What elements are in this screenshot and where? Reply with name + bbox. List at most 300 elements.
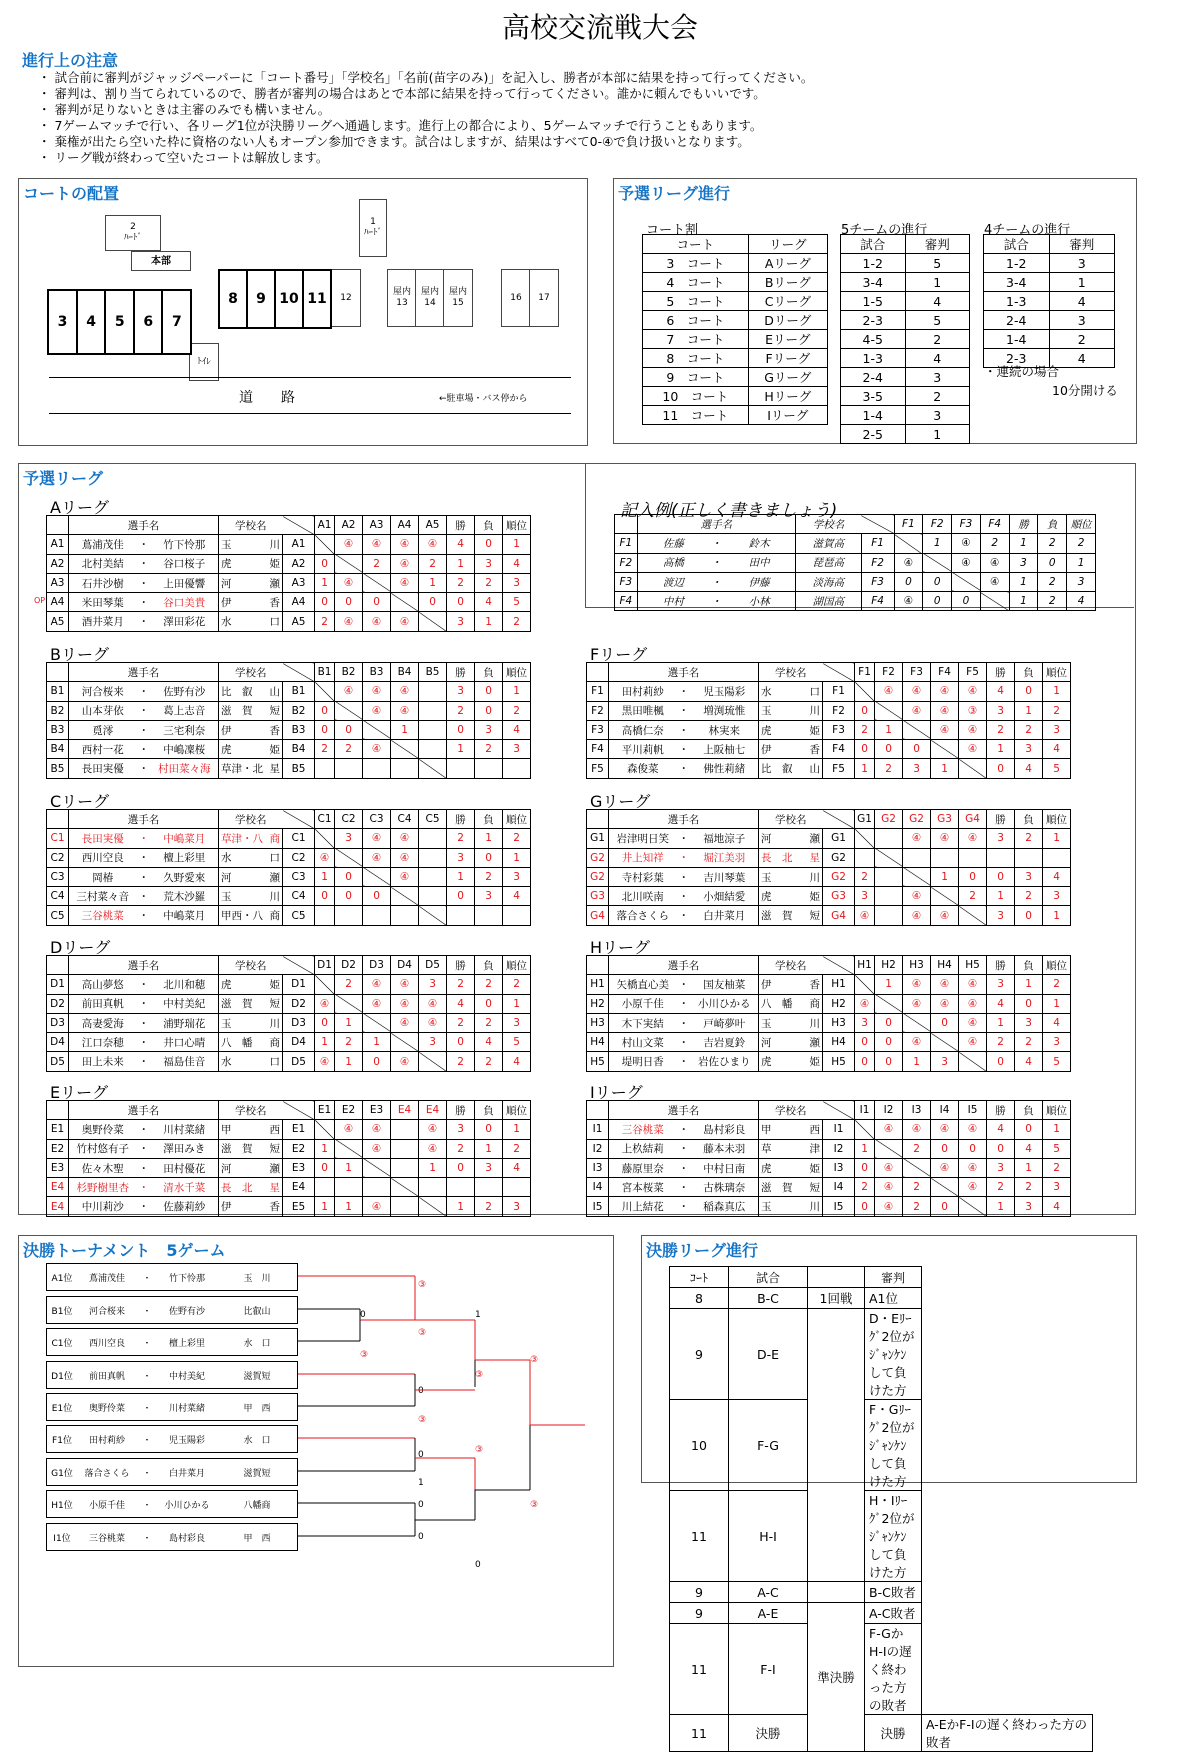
row-id: B4 [47, 740, 69, 759]
col-header: B5 [419, 663, 447, 682]
row-id: C2 [47, 848, 69, 867]
player2: 澤田みき [151, 1139, 219, 1158]
win-cell: 4 [447, 994, 475, 1013]
bracket-score: ③ [418, 1415, 427, 1425]
entry-school: 八幡商 [243, 1500, 271, 1511]
row-id-2: D3 [283, 1013, 315, 1032]
separator: ・ [137, 1052, 151, 1071]
col-header: G3 [931, 810, 959, 829]
player1: 江口奈穂 [69, 1033, 137, 1052]
score-cell: ④ [335, 535, 363, 554]
player2: 伊藤 [723, 572, 795, 591]
separator: ・ [137, 701, 151, 720]
win-cell: 0 [987, 1139, 1015, 1158]
row-id-2: F4 [861, 592, 894, 611]
table-cell: 2 [1049, 330, 1115, 349]
score-cell: 1 [315, 573, 335, 592]
table-cell: 3-4 [984, 273, 1050, 292]
player1: 岩津明日笑 [609, 829, 677, 848]
score-cell: 2 [315, 740, 335, 759]
row-id-2: H1 [823, 975, 855, 994]
rank-cell: 1 [1067, 553, 1096, 572]
final-header-row [670, 1267, 1093, 1288]
score-cell: 1 [875, 975, 903, 994]
table-cell: Bリーグ [748, 273, 827, 292]
lose-cell: 2 [475, 1052, 503, 1071]
separator: ・ [677, 1178, 691, 1197]
score-cell: 0 [363, 593, 391, 612]
school-part2: 瀬 [809, 832, 821, 845]
separator: ・ [137, 1013, 151, 1032]
player2: 三宅利奈 [151, 720, 219, 739]
separator: ・ [709, 534, 723, 553]
score-cell: 1 [855, 1139, 875, 1158]
school-part2: 山 [269, 685, 281, 698]
row-id-2: E1 [283, 1120, 315, 1139]
player1: 長田実優 [69, 759, 137, 778]
score-cell: 1 [931, 867, 959, 886]
school-part2: 口 [269, 616, 281, 629]
school-part2: 瀬 [809, 1036, 821, 1049]
separator: ・ [677, 906, 691, 925]
score-cell: 0 [952, 592, 981, 611]
row-id: E2 [47, 1139, 69, 1158]
row-id: A5 [47, 612, 69, 631]
player-header: 選手名 [69, 956, 219, 975]
win-header: 勝 [447, 663, 475, 682]
score-cell: 1 [875, 720, 903, 739]
score-cell: 0 [335, 720, 363, 739]
row-id-2: I3 [823, 1158, 855, 1177]
lose-header: 負 [1015, 956, 1043, 975]
rank-cell: 3 [503, 867, 531, 886]
rank-cell: 2 [1043, 701, 1071, 720]
rank-cell: 1 [503, 535, 531, 554]
table-cell: 4 [1049, 292, 1115, 311]
win-header: 勝 [987, 1101, 1015, 1120]
player1: 米田琴葉 [69, 593, 137, 612]
col-header: A1 [315, 516, 335, 535]
school-header: 学校名 [219, 516, 283, 535]
school-part1: 比 叡 [761, 763, 793, 776]
court-5: 5 [104, 289, 135, 355]
entry-pos: E1位 [51, 1403, 73, 1414]
rank-header: 順位 [503, 663, 531, 682]
school-part1: 伊 [761, 743, 772, 756]
school-header: 学校名 [759, 663, 823, 682]
win-cell: 0 [987, 759, 1015, 778]
rank-cell: 1 [503, 1120, 531, 1139]
rank-cell: 5 [1043, 759, 1071, 778]
lose-cell: 0 [1038, 553, 1067, 572]
score-cell: ④ [959, 829, 987, 848]
entry-pos: C1位 [51, 1338, 73, 1349]
table-cell: 1-2 [841, 254, 906, 273]
school-part2: 短 [269, 998, 281, 1011]
score-cell: ④ [391, 701, 419, 720]
col-header: E3 [363, 1101, 391, 1120]
row-id-2: D2 [283, 994, 315, 1013]
row-id: C5 [47, 906, 69, 925]
lose-header: 負 [475, 516, 503, 535]
separator: ・ [137, 759, 151, 778]
entry-sep: ・ [142, 1500, 152, 1511]
col-header: A5 [419, 516, 447, 535]
table-cell: 1 [905, 425, 970, 444]
win-cell: 0 [447, 1033, 475, 1052]
separator: ・ [677, 720, 691, 739]
separator: ・ [677, 701, 691, 720]
entry-school: 比叡山 [243, 1306, 271, 1317]
score-cell: 0 [855, 701, 875, 720]
table-cell: 10 コート [643, 387, 749, 406]
score-cell: 3 [335, 829, 363, 848]
score-cell: 0 [335, 593, 363, 612]
player-header: 選手名 [609, 1101, 759, 1120]
school-part1: 玉 [221, 1017, 232, 1030]
table-cell: Aリーグ [748, 254, 827, 273]
separator: ・ [709, 572, 723, 591]
lose-cell: 1 [1015, 1158, 1043, 1177]
player1: 落合さくら [609, 906, 677, 925]
score-cell: ④ [315, 848, 335, 867]
rank-cell: 4 [1043, 867, 1071, 886]
score-cell: 0 [923, 572, 952, 591]
player1: 佐々木聖 [69, 1158, 137, 1177]
win-cell: 0 [447, 593, 475, 612]
row-id: G3 [587, 887, 609, 906]
row-id-2: I1 [823, 1120, 855, 1139]
table-cell: 11 コート [643, 406, 749, 425]
player1: 村山文菜 [609, 1033, 677, 1052]
score-cell: ④ [391, 975, 419, 994]
entry-pos: G1位 [51, 1468, 73, 1479]
entry-player1: 蔦浦茂佳 [88, 1273, 125, 1284]
separator: ・ [137, 1139, 151, 1158]
page-title: 高校交流戦大会 [501, 11, 698, 44]
row-id: E4 [47, 1178, 69, 1197]
rank-header: 順位 [1043, 663, 1071, 682]
score-cell: ④ [931, 682, 959, 701]
rank-cell: 3 [1043, 887, 1071, 906]
score-cell: ④ [335, 1120, 363, 1139]
player1: 蔦浦茂佳 [69, 535, 137, 554]
final-row [670, 1603, 1093, 1624]
row-id-2: A1 [283, 535, 315, 554]
rank-cell: 1 [503, 682, 531, 701]
col-header: C1 [315, 810, 335, 829]
school-part1: 伊 [221, 596, 232, 609]
school-header: 学校名 [219, 1101, 283, 1120]
player2: 檀上彩里 [151, 848, 219, 867]
school-part2: 商 [269, 910, 281, 923]
table-cell: 3-5 [841, 387, 906, 406]
school-part1: 甲 [761, 1123, 772, 1136]
player1: 渡辺 [637, 572, 709, 591]
separator: ・ [137, 720, 151, 739]
row-id-2: C5 [283, 906, 315, 925]
league-name: Aリーグ [50, 498, 109, 517]
player2: 井口心晴 [151, 1033, 219, 1052]
row-id-2: E2 [283, 1139, 315, 1158]
row-id: A1 [47, 535, 69, 554]
separator: ・ [137, 975, 151, 994]
school-part2: 姫 [809, 1162, 821, 1175]
row-id-2: G2 [823, 848, 855, 867]
lose-cell: 3 [475, 720, 503, 739]
table-cell: Hリーグ [748, 387, 827, 406]
col-header: F2 [923, 515, 952, 534]
court-13: 屋内 13 [387, 269, 417, 327]
entry-player2: 小川ひかる [164, 1500, 210, 1511]
score-cell: 1 [335, 1158, 363, 1177]
court-4: 4 [76, 289, 107, 355]
entry-player1: 三谷桃菜 [88, 1533, 125, 1544]
entry-player2: 川村菜緒 [168, 1403, 205, 1414]
header-cell: コート [643, 235, 749, 254]
table-cell: 2-4 [984, 311, 1050, 330]
school-header: 学校名 [219, 810, 283, 829]
school-part2: 津 [809, 1143, 821, 1156]
score-cell: 1 [335, 1052, 363, 1071]
rank-header: 順位 [503, 956, 531, 975]
score-cell: 1 [931, 759, 959, 778]
row-id-2: E3 [283, 1158, 315, 1177]
school-part2: 商 [269, 832, 281, 845]
school-part1: 比 叡 [221, 685, 253, 698]
score-cell: 0 [875, 740, 903, 759]
rank-header: 順位 [1043, 1101, 1071, 1120]
rest-note: 10分開ける [1052, 383, 1118, 398]
lose-header: 負 [1015, 1101, 1043, 1120]
row-id: F2 [615, 553, 638, 572]
court-7: 7 [161, 289, 192, 355]
rank-cell: 2 [503, 701, 531, 720]
col-header: A3 [363, 516, 391, 535]
player1: 川上結花 [609, 1197, 677, 1216]
score-cell: 0 [855, 1197, 875, 1216]
score-cell: 2 [903, 1197, 931, 1216]
school-header: 学校名 [759, 810, 823, 829]
col-header: C4 [391, 810, 419, 829]
final-court: 8 [670, 1288, 729, 1309]
score-cell: ④ [855, 994, 875, 1013]
separator: ・ [677, 759, 691, 778]
row-id: F1 [587, 682, 609, 701]
score-cell: ④ [903, 1033, 931, 1052]
player2: 中嶋菜月 [151, 829, 219, 848]
col-header: C5 [419, 810, 447, 829]
lose-cell: 4 [1015, 1139, 1043, 1158]
score-cell: 0 [335, 867, 363, 886]
player1: 河合桜来 [69, 682, 137, 701]
col-header: D4 [391, 956, 419, 975]
col-header: F1 [855, 663, 875, 682]
player2: 村田菜々海 [151, 759, 219, 778]
school-part1: 玉 [761, 1017, 772, 1030]
score-cell: 0 [315, 1158, 335, 1177]
row-id-2: H2 [823, 994, 855, 1013]
score-cell: 2 [335, 740, 363, 759]
score-cell: ④ [980, 553, 1009, 572]
table-cell: 3-4 [841, 273, 906, 292]
row-id: E3 [47, 1158, 69, 1177]
row-id-2: F4 [823, 740, 855, 759]
entry-sep: ・ [142, 1435, 152, 1446]
school-part2: 短 [809, 910, 821, 923]
lose-cell: 3 [1015, 1197, 1043, 1216]
player2: 佛性莉緒 [691, 759, 759, 778]
final-ref: A-EかF-Iの遅く終わった方の敗者 [922, 1715, 1093, 1752]
final-header: ｺｰﾄ [670, 1267, 729, 1288]
player2: 佐藤莉紗 [151, 1197, 219, 1216]
school-part2: 瀬 [269, 577, 281, 590]
row-id: G4 [587, 906, 609, 925]
win-header: 勝 [987, 810, 1015, 829]
bracket-score: 0 [475, 1560, 481, 1570]
score-cell: ④ [959, 1013, 987, 1032]
score-cell: 0 [315, 701, 335, 720]
score-cell: ④ [959, 1158, 987, 1177]
score-cell: 3 [855, 1013, 875, 1032]
lose-cell: 1 [1015, 701, 1043, 720]
lose-cell: 2 [1015, 829, 1043, 848]
rank-cell: 4 [503, 720, 531, 739]
win-header: 勝 [987, 663, 1015, 682]
lose-cell: 2 [475, 867, 503, 886]
player2: 小川ひかる [691, 994, 759, 1013]
score-cell: 2 [363, 554, 391, 573]
separator: ・ [677, 1158, 691, 1177]
win-cell: 0 [447, 720, 475, 739]
player2: 吉川琴葉 [691, 867, 759, 886]
player1: 北川咲南 [609, 887, 677, 906]
bracket-score: 0 [418, 1500, 424, 1510]
school-part1: 伊 [761, 978, 772, 991]
row-id: H4 [587, 1033, 609, 1052]
col-header: I1 [855, 1101, 875, 1120]
row-id-2: G1 [823, 829, 855, 848]
table-cell: 1-5 [841, 292, 906, 311]
score-cell: ④ [959, 720, 987, 739]
table-cell: 1-4 [841, 406, 906, 425]
score-cell: 0 [894, 572, 923, 591]
win-cell: 2 [987, 1033, 1015, 1052]
final-court: 11 [670, 1715, 729, 1752]
rank-cell: 5 [503, 593, 531, 612]
score-cell: ④ [391, 829, 419, 848]
final-ref: D・Eﾘｰｸﾞ2位がｼﾞｬﾝｹﾝして負けた方 [865, 1309, 922, 1400]
bracket-score: ③ [475, 1370, 484, 1380]
score-cell: ④ [363, 975, 391, 994]
player2: 小畑結愛 [691, 887, 759, 906]
separator: ・ [677, 829, 691, 848]
lose-cell: 2 [475, 573, 503, 592]
row-id: D2 [47, 994, 69, 1013]
col-header: G2 [875, 810, 903, 829]
final-court: 9 [670, 1309, 729, 1400]
win-cell: 2 [447, 701, 475, 720]
col-header: E1 [315, 1101, 335, 1120]
separator: ・ [137, 612, 151, 631]
score-cell: 0 [923, 592, 952, 611]
score-cell: ④ [931, 906, 959, 925]
final-ref: A-C敗者 [865, 1603, 922, 1624]
row-id: D3 [47, 1013, 69, 1032]
final-ref: F・Gﾘｰｸﾞ2位がｼﾞｬﾝｹﾝして負けた方 [865, 1400, 922, 1491]
league-name: Dリーグ [50, 938, 111, 957]
win-cell: 3 [447, 612, 475, 631]
player1: 堤明日香 [609, 1052, 677, 1071]
lose-header: 負 [475, 663, 503, 682]
bracket-score: ③ [530, 1500, 539, 1510]
score-cell: ④ [894, 553, 923, 572]
court-15: 屋内 15 [443, 269, 473, 327]
player1: 藤原里奈 [609, 1158, 677, 1177]
player2: 葛上志音 [151, 701, 219, 720]
league-name: Fリーグ [590, 645, 648, 664]
league-name: Gリーグ [590, 792, 651, 811]
row-id-2: I5 [823, 1197, 855, 1216]
row-id-2: B3 [283, 720, 315, 739]
score-cell: ④ [363, 535, 391, 554]
row-id: D4 [47, 1033, 69, 1052]
player2: 中村美紀 [151, 994, 219, 1013]
row-id-2: A3 [283, 573, 315, 592]
table-cell: 7 コート [643, 330, 749, 349]
player1: 三村菜々音 [69, 887, 137, 906]
score-cell: ④ [903, 975, 931, 994]
final-row [670, 1582, 1093, 1603]
player1: 高橋仁奈 [609, 720, 677, 739]
school-cell: 湖国高 [795, 592, 861, 611]
player1: 北村美結 [69, 554, 137, 573]
final-ref: B-C敗者 [865, 1582, 922, 1603]
row-id: H1 [587, 975, 609, 994]
court-16: 16 [501, 269, 531, 327]
entry-player1: 奥野伶菜 [88, 1403, 125, 1414]
rank-cell: 5 [1043, 1139, 1071, 1158]
win-cell: 1 [987, 1013, 1015, 1032]
entry-sep: ・ [142, 1533, 152, 1544]
row-id-2: F5 [823, 759, 855, 778]
school-part2: 星 [269, 1181, 281, 1194]
row-id-2: F2 [861, 553, 894, 572]
col-header: G2 [903, 810, 931, 829]
entry-player2: 児玉陽彩 [168, 1435, 205, 1446]
final-court: 9 [670, 1582, 729, 1603]
row-id-2: F3 [861, 572, 894, 591]
col-header: H2 [875, 956, 903, 975]
lose-header: 負 [475, 810, 503, 829]
school-part1: 草津・八 [221, 832, 264, 845]
final-court: 10 [670, 1400, 729, 1491]
entry-player2: 白井菜月 [168, 1468, 205, 1479]
rank-cell: 1 [1043, 906, 1071, 925]
rank-header: 順位 [1043, 810, 1071, 829]
player2: 佐野有沙 [151, 682, 219, 701]
school-part2: 短 [809, 1181, 821, 1194]
col-header: F4 [980, 515, 1009, 534]
lose-cell: 0 [475, 535, 503, 554]
entry-sep: ・ [142, 1371, 152, 1382]
court-17: 17 [529, 269, 559, 327]
row-id-2: F1 [861, 534, 894, 553]
final-row [670, 1288, 1093, 1309]
school-part1: 水 [221, 616, 232, 629]
school-part1: 河 [221, 577, 232, 590]
win-cell: 1 [987, 1197, 1015, 1216]
